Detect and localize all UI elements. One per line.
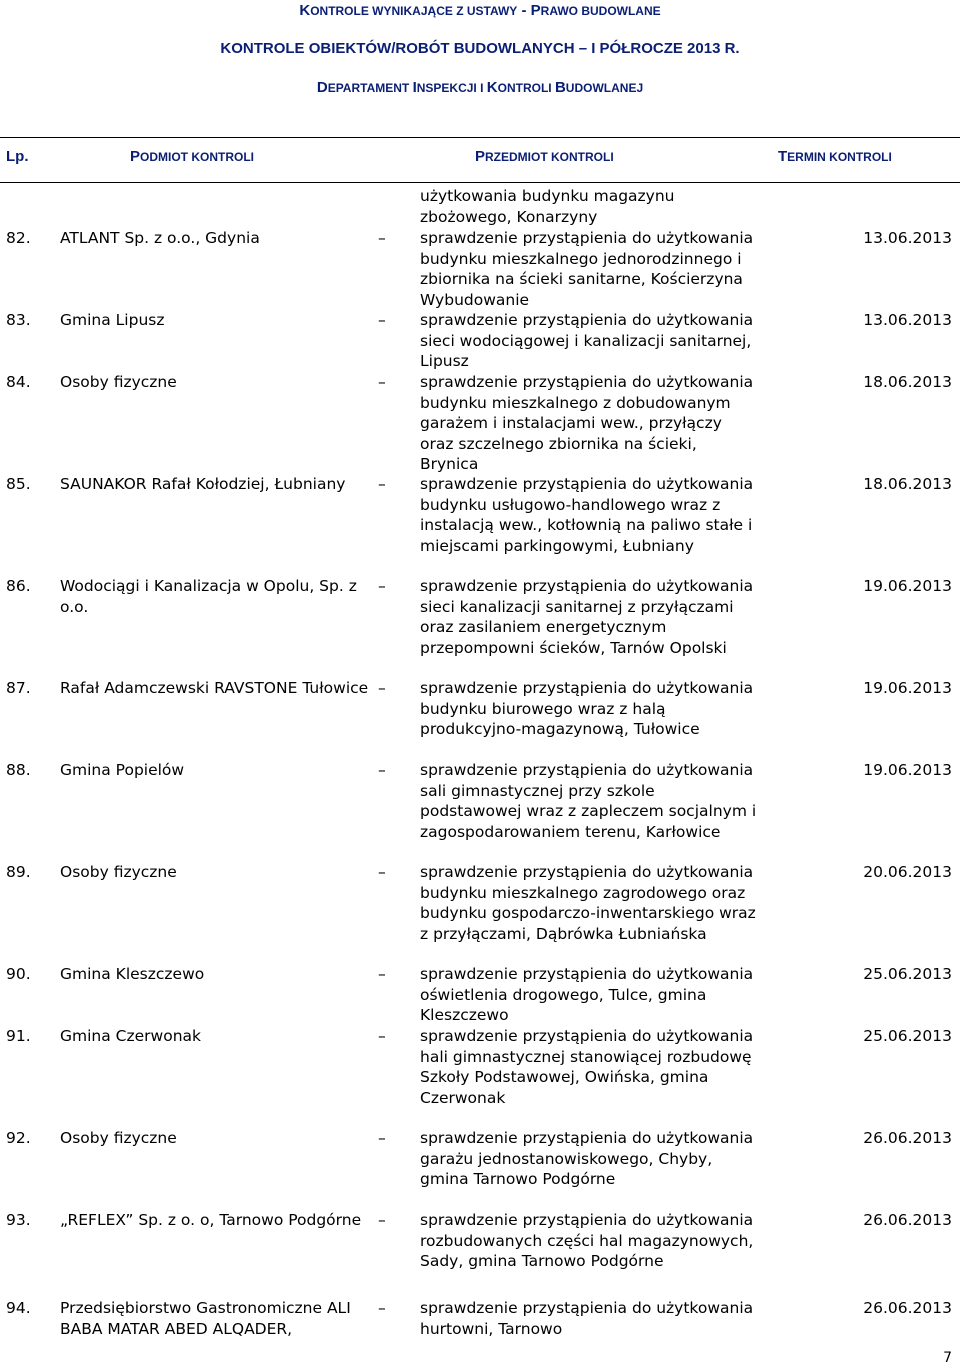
row-number: 90. (6, 965, 31, 983)
row-object: sprawdzenie przystąpienia do użytkowania hali gimnastycznej stanowiącej rozbudowę Szkoły Podstawowej, Owińska, gmina Czerwonak (420, 1027, 754, 1107)
row-date: 19.06.2013 (863, 577, 952, 595)
row-bullet: – (378, 229, 386, 247)
row-subject: Osoby fizyczne (60, 863, 177, 881)
row-date: 18.06.2013 (863, 373, 952, 391)
row-subject: Gmina Czerwonak (60, 1027, 201, 1045)
document-title (0, 2, 960, 19)
dept-part: D (316, 79, 328, 96)
row-bullet: – (378, 863, 386, 881)
row-bullet: – (378, 1027, 386, 1045)
row-bullet: – (378, 1299, 386, 1317)
row-object: sprawdzenie przystąpienia do użytkowania budynku usługowo-handlowego wraz z instalacją wew., kotłownią na paliwo stałe i miejscami parkingowymi, Łubniany (420, 475, 754, 555)
row-bullet: – (378, 679, 386, 697)
row-number: 94. (6, 1299, 31, 1317)
row-bullet: – (378, 1211, 386, 1229)
header-part: P (475, 148, 486, 165)
row-date: 25.06.2013 (863, 965, 952, 983)
row-object: sprawdzenie przystąpienia do użytkowania sieci wodociągowej i kanalizacji sanitarnej, Lipusz (420, 311, 754, 370)
row-date: 18.06.2013 (863, 475, 952, 493)
row-subject: ATLANT Sp. z o.o., Gdynia (60, 229, 260, 247)
header-part: ODMIOT KONTROLI (140, 150, 255, 164)
row-subject: Gmina Lipusz (60, 311, 165, 329)
row-subject: Osoby fizyczne (60, 373, 177, 391)
row-bullet: – (378, 761, 386, 779)
row-subject: „REFLEX” Sp. z o. o, Tarnowo Podgórne (60, 1211, 362, 1229)
row-number: 84. (6, 373, 31, 391)
row-object: sprawdzenie przystąpienia do użytkowania budynku mieszkalnego z dobudowanym garażem i instalacjami wew., przyłączy oraz szczelnego zbiornika na ścieki, Brynica (420, 373, 754, 473)
row-date: 13.06.2013 (863, 229, 952, 247)
row-date: 20.06.2013 (863, 863, 952, 881)
dept-part: K (486, 79, 498, 96)
row-number: 86. (6, 577, 31, 595)
column-header-subject (130, 148, 254, 172)
row-object: sprawdzenie przystąpienia do użytkowania oświetlenia drogowego, Tulce, gmina Kleszczewo (420, 965, 754, 1024)
dept-part: ONTROLI (497, 81, 555, 95)
row-number: 88. (6, 761, 31, 779)
row-date: 25.06.2013 (863, 1027, 952, 1045)
row-bullet: – (378, 1129, 386, 1147)
row-date: 26.06.2013 (863, 1211, 952, 1229)
subtitle-text: KONTROLE OBIEKTÓW/ROBÓT BUDOWLANYCH – I PÓŁROCZE 2013 R. (220, 40, 740, 57)
row-date: 19.06.2013 (863, 679, 952, 697)
row-subject: Przedsiębiorstwo Gastronomiczne ALI BABA MATAR ABED ALQADER, (60, 1299, 351, 1338)
row-number: 85. (6, 475, 31, 493)
row-date: 13.06.2013 (863, 311, 952, 329)
row-subject: Osoby fizyczne (60, 1129, 177, 1147)
row-object: sprawdzenie przystąpienia do użytkowania hurtowni, Tarnowo (420, 1299, 754, 1338)
title-part: RAWO BUDOWLANE (540, 4, 661, 18)
dept-part: I (412, 79, 417, 96)
department-name (0, 79, 960, 96)
row-object: sprawdzenie przystąpienia do użytkowania garażu jednostanowiskowego, Chyby, gmina Tarnowo Podgórne (420, 1129, 754, 1188)
row-number: 83. (6, 311, 31, 329)
header-bottom-rule (0, 182, 960, 183)
header-top-rule (0, 137, 960, 138)
row-object: sprawdzenie przystąpienia do użytkowania rozbudowanych części hal magazynowych, Sady, gmina Tarnowo Podgórne (420, 1211, 754, 1270)
title-part: ONTROLE WYNIKAJĄCE Z USTAWY (310, 4, 518, 18)
header-part: RZEDMIOT KONTROLI (485, 150, 614, 164)
row-object: sprawdzenie przystąpienia do użytkowania budynku mieszkalnego zagrodowego oraz budynku gospodarczo-inwentarskiego wraz z przyłączami, Dąbrówka Łubniańska (420, 863, 756, 943)
row-bullet: – (378, 577, 386, 595)
column-header-lp: Lp. (6, 148, 29, 165)
row-subject: SAUNAKOR Rafał Kołodziej, Łubniany (60, 475, 346, 493)
row-object: sprawdzenie przystąpienia do użytkowania budynku mieszkalnego jednorodzinnego i zbiornika na ścieki sanitarne, Kościerzyna Wybudowanie (420, 229, 754, 309)
row-subject: Gmina Kleszczewo (60, 965, 205, 983)
row-number: 87. (6, 679, 31, 697)
row-number: 89. (6, 863, 31, 881)
dept-part: EPARTAMENT (327, 81, 413, 95)
row-object: sprawdzenie przystąpienia do użytkowania sali gimnastycznej przy szkole podstawowej wraz z zapleczem socjalnym i zagospodarowaniem terenu, Karłowice (420, 761, 757, 841)
title-part: K (299, 2, 311, 19)
row-bullet: – (378, 475, 386, 493)
dept-part: NSPEKCJI I (416, 81, 487, 95)
row-number: 92. (6, 1129, 31, 1147)
row-number: 82. (6, 229, 31, 247)
header-part: P (130, 148, 141, 165)
page-number: 7 (943, 1350, 952, 1366)
row-subject: Wodociągi i Kanalizacja w Opolu, Sp. z o.o. (60, 577, 357, 616)
dept-part: UDOWLANEJ (565, 81, 644, 95)
row-subject: Rafał Adamczewski RAVSTONE Tułowice (60, 679, 369, 697)
column-header-object (475, 148, 614, 172)
row-object: sprawdzenie przystąpienia do użytkowania sieci kanalizacji sanitarnej z przyłączami oraz zasilaniem energetycznym przepompowni ścieków, Tarnów Opolski (420, 577, 754, 657)
row-date: 26.06.2013 (863, 1299, 952, 1317)
row-date: 26.06.2013 (863, 1129, 952, 1147)
row-number: 93. (6, 1211, 31, 1229)
continued-object-text: użytkowania budynku magazynu zbożowego, Konarzyny (420, 187, 675, 226)
row-bullet: – (378, 311, 386, 329)
header-part: ERMIN KONTROLI (787, 150, 892, 164)
column-header-term (778, 148, 892, 172)
row-bullet: – (378, 965, 386, 983)
row-bullet: – (378, 373, 386, 391)
document-subtitle (0, 40, 960, 57)
header-part: T (778, 148, 788, 165)
title-part: - P (517, 2, 541, 19)
row-subject: Gmina Popielów (60, 761, 185, 779)
row-object: sprawdzenie przystąpienia do użytkowania budynku biurowego wraz z halą produkcyjno-magazynową, Tułowice (420, 679, 754, 738)
dept-part: B (554, 79, 566, 96)
row-number: 91. (6, 1027, 31, 1045)
row-date: 19.06.2013 (863, 761, 952, 779)
